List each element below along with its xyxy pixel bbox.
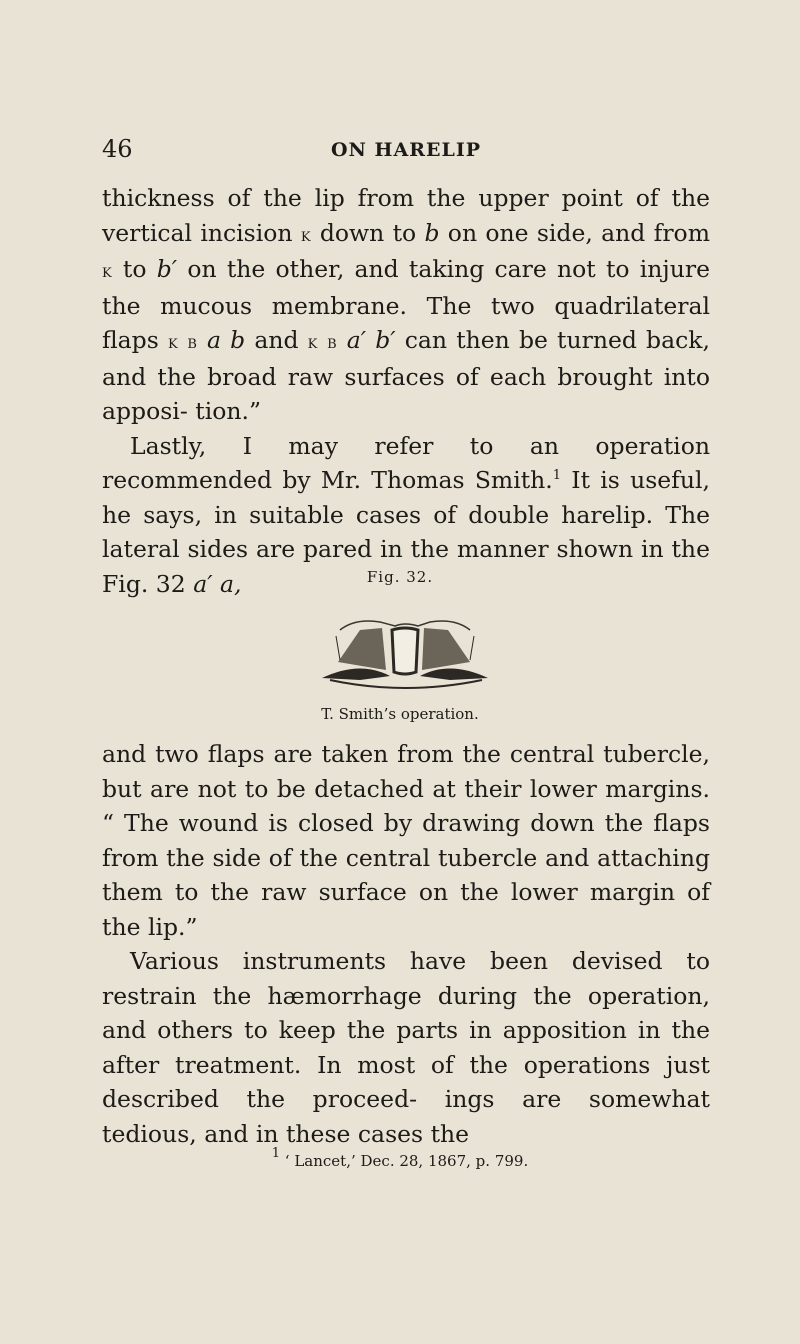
- flap-letters-italic: a b: [197, 326, 246, 354]
- text-line: down to: [311, 218, 425, 247]
- text-line: tion.”: [195, 397, 261, 425]
- point-letter: b′: [156, 255, 178, 283]
- text-line: on one side, and from: [439, 218, 710, 247]
- flap-letters-italic: a′ b′: [337, 326, 396, 354]
- text-line: In most of the operations just described the proceed-: [102, 1050, 710, 1113]
- text-line: keep the parts in apposition in the after treatment.: [102, 1016, 710, 1079]
- text-line: but are not to be detached at their lower margins.: [102, 774, 710, 803]
- text-line: ings are somewhat tedious, and in these cases the: [102, 1085, 710, 1148]
- text-line: them to the raw surface on the lower margin of the: [102, 878, 710, 941]
- text-line: from the side of the central tubercle and attaching: [102, 843, 710, 872]
- footnote-marker: 1: [271, 1146, 281, 1161]
- text-block-top: [102, 181, 710, 601]
- footnote-ref: 1: [552, 468, 562, 483]
- text-line: by Mr. Thomas Smith.: [282, 466, 553, 494]
- figure-label: Fig. 32.: [366, 568, 434, 586]
- paragraph-instruments: [102, 944, 710, 1151]
- text-line: “ The wound is closed by drawing down the flaps: [102, 809, 710, 837]
- flap-letters: k b: [167, 331, 198, 353]
- text-line: Various instruments have been devised to restrain: [102, 947, 710, 1010]
- text-line: suitable cases of double harelip. The lateral sides: [102, 500, 710, 563]
- text-line: on the other, and taking care not to injure: [177, 255, 710, 283]
- text-line: lip.”: [147, 912, 198, 941]
- text-line: are pared in the manner shown in the Fig. 32: [102, 535, 710, 598]
- point-letter: b: [424, 218, 440, 247]
- page-number: 46: [102, 135, 133, 163]
- text-line: and two flaps are taken from the central tubercle,: [102, 740, 710, 768]
- text-line: and: [245, 326, 308, 354]
- text-line: to: [112, 255, 157, 283]
- footnote: [0, 1146, 800, 1170]
- text-line: vertical incision: [102, 218, 301, 247]
- footnote-text: ‘ Lancet,’ Dec. 28, 1867, p. 799.: [280, 1152, 529, 1170]
- paragraph-continued: [102, 181, 710, 429]
- figure-caption: T. Smith’s operation.: [321, 705, 479, 723]
- text-block-bottom: [102, 737, 710, 1151]
- text-line: can then be turned back, and: [102, 326, 710, 391]
- paragraph-continued-flaps: [102, 737, 710, 944]
- text-line: It is useful, he says, in: [102, 466, 710, 529]
- text-line: Lastly, I may refer to an operation recommended: [102, 431, 710, 494]
- text-line: the hæmorrhage during the operation, and others to: [102, 981, 710, 1044]
- text-line: thickness of the lip from the upper point of the: [102, 184, 710, 212]
- text-line: the mucous membrane. The two quadrilateral flaps: [102, 291, 710, 354]
- flap-letters: k b: [307, 331, 338, 353]
- lip-operation-illustration: [300, 600, 510, 700]
- page-header: [102, 135, 710, 165]
- text-line: the broad raw surfaces of each brought into apposi-: [102, 362, 710, 425]
- running-head: ON HARELIP: [330, 139, 482, 161]
- figure-letters: a′ a,: [193, 569, 242, 598]
- incision-letter: k: [300, 223, 312, 246]
- incision-letter: k: [102, 260, 113, 282]
- figure-illustration: [300, 600, 510, 700]
